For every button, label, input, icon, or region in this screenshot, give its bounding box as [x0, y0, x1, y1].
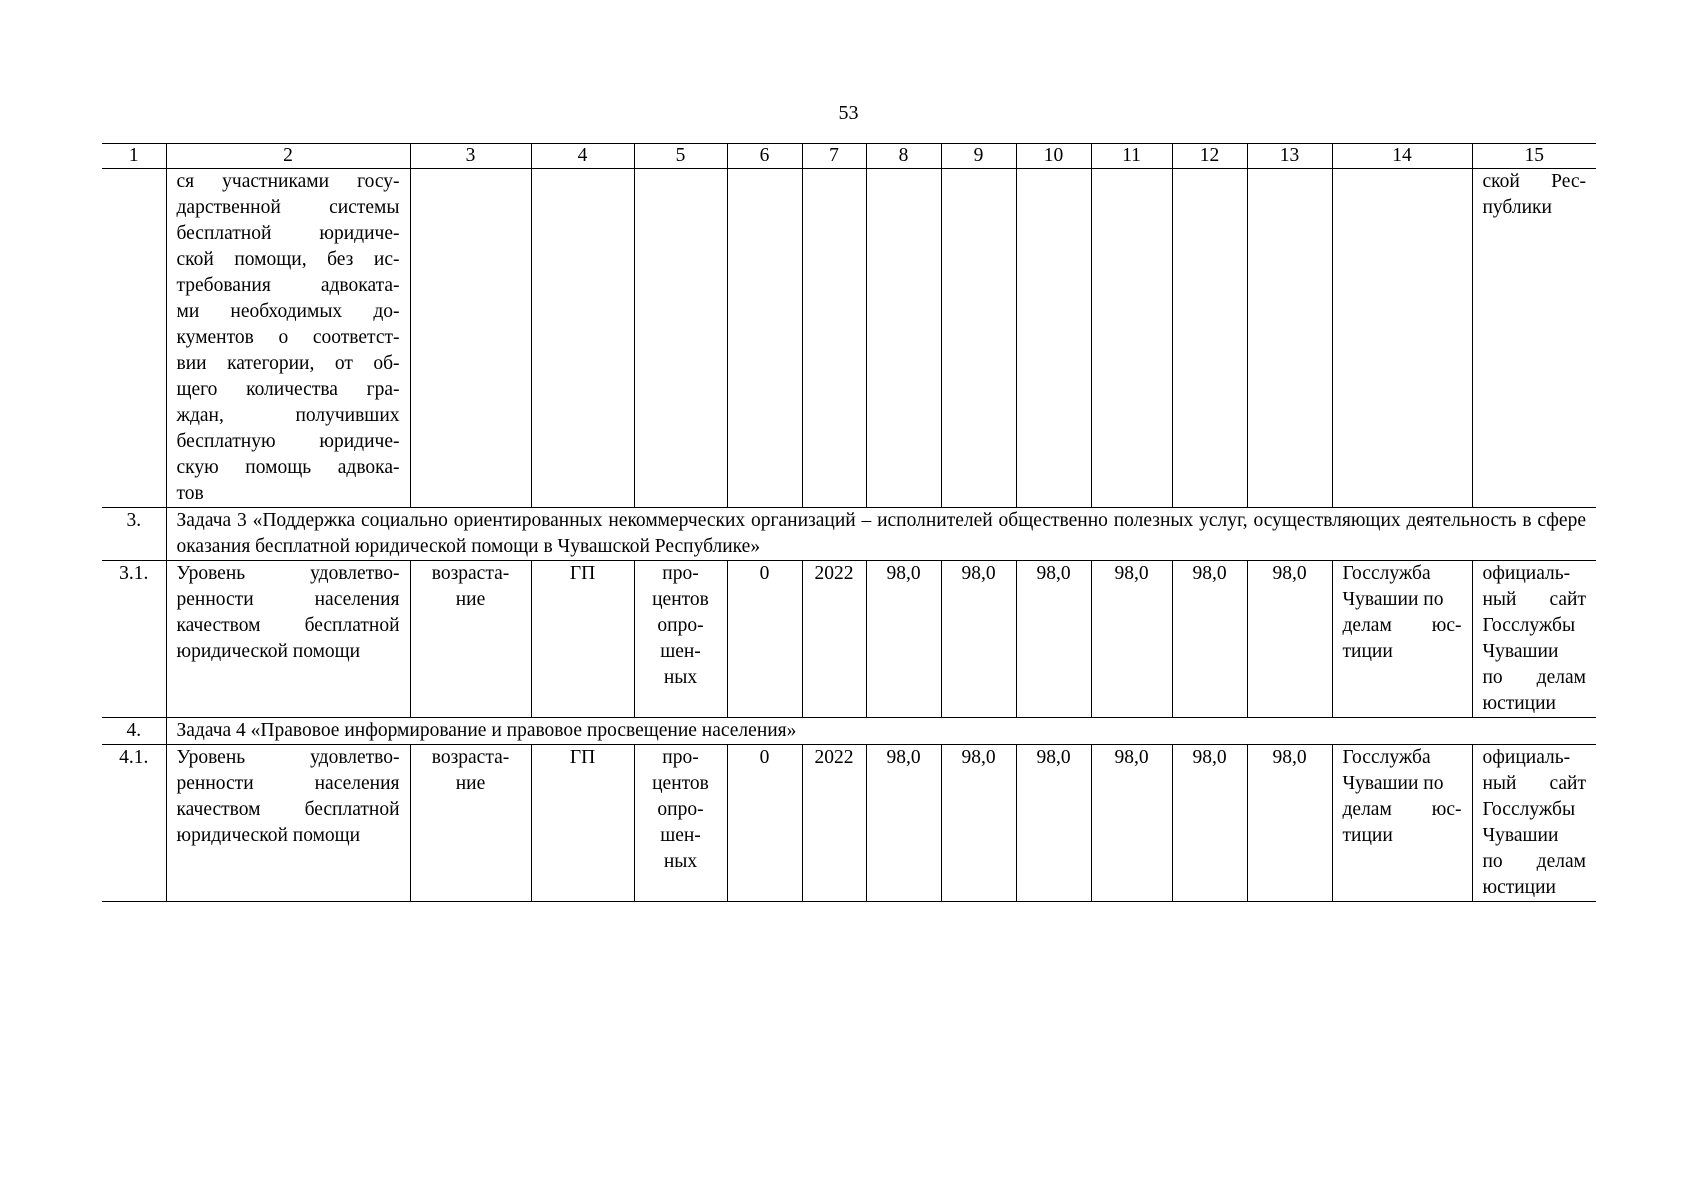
value-cell: 98,0 — [1172, 745, 1247, 902]
text-line: по делам — [1482, 851, 1586, 872]
column-number: 7 — [802, 144, 866, 169]
text-line: центов — [652, 773, 709, 794]
task-title: Задача 4 «Правовое информирование и правовое просвещение населения» — [166, 718, 1596, 745]
column-number: 15 — [1472, 144, 1596, 169]
column-number: 8 — [866, 144, 941, 169]
text-line: ние — [455, 589, 486, 610]
source-cell — [1472, 745, 1596, 902]
text-line: Чувашии по — [1342, 589, 1444, 610]
continued-row — [102, 169, 1596, 508]
text-line: Чувашии по — [1342, 773, 1444, 794]
text-line: опро- — [657, 799, 704, 820]
indicators-table — [102, 143, 1596, 902]
text-line: ный сайт — [1482, 773, 1586, 794]
text-line: возраста- — [431, 563, 510, 584]
text-line: юридической помощи — [176, 641, 361, 662]
text-line: юстиции — [1482, 877, 1556, 898]
source-cell — [1472, 561, 1596, 718]
text-line: ренности населения — [176, 589, 400, 610]
text-line: вии категории, от об- — [176, 353, 400, 374]
value-cell: 98,0 — [941, 561, 1016, 718]
text-line: Чувашии — [1482, 825, 1559, 846]
text-line: ние — [455, 773, 486, 794]
text-line: качеством бесплатной — [176, 799, 400, 820]
trend-cell — [410, 745, 531, 902]
text-line: скую помощь адвока- — [176, 457, 400, 478]
column-number: 9 — [941, 144, 1016, 169]
value-cell: 98,0 — [1016, 561, 1091, 718]
column-number: 5 — [634, 144, 727, 169]
empty-cell — [531, 169, 634, 508]
text-line: щего количества гра- — [176, 379, 400, 400]
text-line: шен- — [660, 641, 701, 662]
text-line: Уровень удовлетво- — [176, 563, 400, 584]
value-cell: 98,0 — [866, 561, 941, 718]
empty-cell — [410, 169, 531, 508]
text-line: ждан, получивших — [176, 405, 400, 426]
row-number: 3.1. — [102, 561, 166, 718]
value-cell: 98,0 — [941, 745, 1016, 902]
column-number: 13 — [1247, 144, 1332, 169]
text-line: Госслужба — [1342, 747, 1431, 768]
empty-cell — [1016, 169, 1091, 508]
text-line: делам юс- — [1342, 615, 1462, 636]
base-year-cell: 2022 — [802, 561, 866, 718]
value-cell: 98,0 — [1247, 561, 1332, 718]
value-cell: 98,0 — [1091, 561, 1172, 718]
value-cell: 98,0 — [1247, 745, 1332, 902]
empty-cell — [1332, 169, 1472, 508]
text-line: ных — [663, 851, 698, 872]
column-number: 2 — [166, 144, 410, 169]
text-line: ренности населения — [176, 773, 400, 794]
task-number: 4. — [102, 718, 166, 745]
unit-cell — [634, 561, 727, 718]
indicator-name-cell — [166, 169, 410, 508]
text-line: по делам — [1482, 667, 1586, 688]
empty-cell — [1247, 169, 1332, 508]
text-line: возраста- — [431, 747, 510, 768]
column-number: 12 — [1172, 144, 1247, 169]
text-line: Госслужбы — [1482, 799, 1576, 820]
task-title: Задача 3 «Поддержка социально ориентированных некоммерческих организаций – исполнителей общественно полезных услуг, осуществляющих деятельность в сфере оказания бесплатной юридической помощи в Чувашской Республике» — [166, 508, 1596, 561]
base-value-cell: 0 — [727, 745, 802, 902]
source-cell — [1472, 169, 1596, 508]
column-number: 3 — [410, 144, 531, 169]
text-line: Госслужба — [1342, 563, 1431, 584]
indicator-name — [166, 745, 410, 902]
text-line: кументов о соответст- — [176, 327, 400, 348]
text-line: шен- — [660, 825, 701, 846]
column-number-row — [102, 144, 1596, 169]
text-line: официаль- — [1482, 747, 1571, 768]
indicator-name — [166, 561, 410, 718]
text-line: ный сайт — [1482, 589, 1586, 610]
text-line: требования адвоката- — [176, 275, 400, 296]
column-number: 10 — [1016, 144, 1091, 169]
text-line: тов — [176, 483, 204, 504]
value-cell: 98,0 — [1091, 745, 1172, 902]
empty-cell — [1172, 169, 1247, 508]
empty-cell — [634, 169, 727, 508]
text-line: тиции — [1342, 825, 1393, 846]
text-line: качеством бесплатной — [176, 615, 400, 636]
column-number: 1 — [102, 144, 166, 169]
unit-cell — [634, 745, 727, 902]
text-line: юстиции — [1482, 693, 1556, 714]
column-number: 11 — [1091, 144, 1172, 169]
empty-cell — [727, 169, 802, 508]
type-cell: ГП — [531, 745, 634, 902]
responsible-cell — [1332, 561, 1472, 718]
empty-cell — [866, 169, 941, 508]
page-number: 53 — [838, 102, 859, 124]
text-line: ми необходимых до- — [176, 301, 400, 322]
column-number: 4 — [531, 144, 634, 169]
text-line: центов — [652, 589, 709, 610]
text-line: ся участниками госу- — [176, 171, 400, 192]
text-line: юридической помощи — [176, 825, 361, 846]
row-number-cell — [102, 169, 166, 508]
value-cell: 98,0 — [1172, 561, 1247, 718]
task-row-3 — [102, 508, 1596, 561]
column-number: 6 — [727, 144, 802, 169]
base-value-cell: 0 — [727, 561, 802, 718]
indicator-row-3-1 — [102, 561, 1596, 718]
value-cell: 98,0 — [1016, 745, 1091, 902]
responsible-cell — [1332, 745, 1472, 902]
type-cell: ГП — [531, 561, 634, 718]
column-number: 14 — [1332, 144, 1472, 169]
text-line: делам юс- — [1342, 799, 1462, 820]
row-number: 4.1. — [102, 745, 166, 902]
task-row-4 — [102, 718, 1596, 745]
text-line: про- — [662, 747, 699, 768]
text-line: ской Рес- — [1482, 171, 1586, 192]
text-line: Чувашии — [1482, 641, 1559, 662]
indicator-row-4-1 — [102, 745, 1596, 902]
empty-cell — [802, 169, 866, 508]
text-line: бесплатную юридиче- — [176, 431, 400, 452]
text-line: Госслужбы — [1482, 615, 1576, 636]
text-line: ных — [663, 667, 698, 688]
value-cell: 98,0 — [866, 745, 941, 902]
task-number: 3. — [102, 508, 166, 561]
text-line: про- — [662, 563, 699, 584]
text-line: дарственной системы — [176, 197, 400, 218]
text-line: ской помощи, без ис- — [176, 249, 400, 270]
text-line: бесплатной юридиче- — [176, 223, 400, 244]
empty-cell — [1091, 169, 1172, 508]
text-line: официаль- — [1482, 563, 1571, 584]
empty-cell — [941, 169, 1016, 508]
text-line: Уровень удовлетво- — [176, 747, 400, 768]
text-line: опро- — [657, 615, 704, 636]
text-line: тиции — [1342, 641, 1393, 662]
trend-cell — [410, 561, 531, 718]
base-year-cell: 2022 — [802, 745, 866, 902]
text-line: публики — [1482, 197, 1552, 218]
